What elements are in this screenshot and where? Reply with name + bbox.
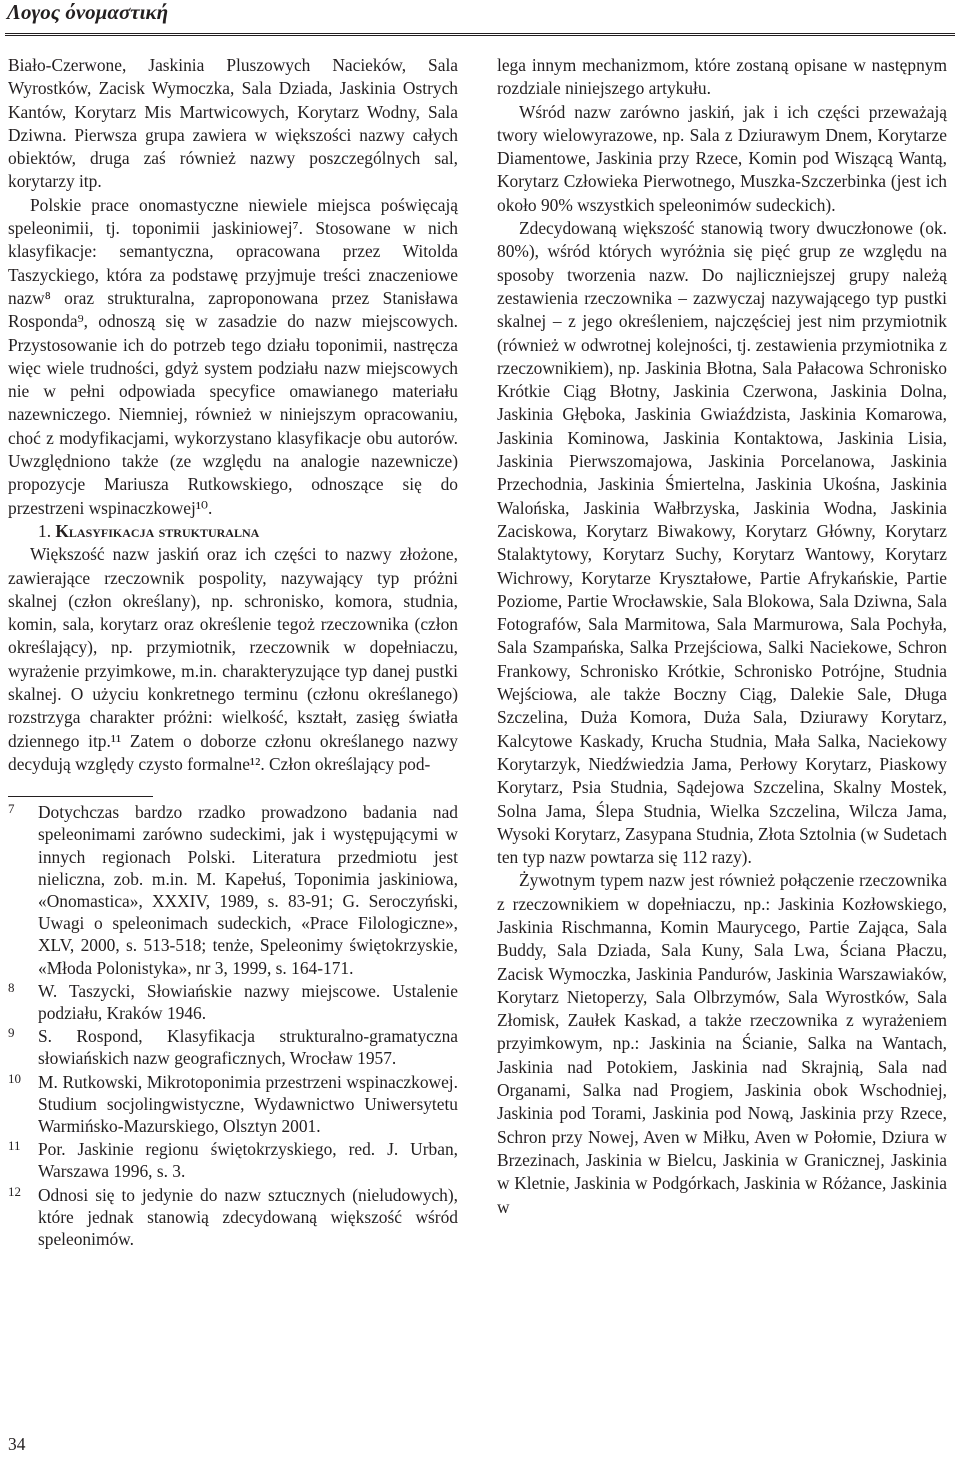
page-number: 34 [8,1434,26,1454]
paragraph: Zdecydowaną większość stanowią twory dwuczłonowe (ok. 80%), wśród których wyróżnia się pięć grup ze względu na sposoby tworzenia nazw. Do najliczniejszej grupy należą zestawienia rzeczownika – zazwyczaj nazywającego typ pustki skalnej – z jego określeniem, najczęściej jest nim przymiotnik (również w odwrotnej kolejności, tj. zestawienia przymiotnika z rzeczownikiem), np. Jaskinia Błotna, Sala Pałacowa Schronisko Krótkie Ciąg Błotny, Jaskinia Czerwona, Jaskinia Dolna, Jaskinia Głęboka, Jaskinia Gwiaździsta, Jaskinia Komarowa, Jaskinia Kominowa, Jaskinia Kontaktowa, Jaskinia Lisia, Jaskinia Pierwszomajowa, Jaskinia Porcelanowa, Jaskinia Przechodnia, Jaskinia Śmiertelna, Jaskinia Ukośna, Jaskinia Walońska, Jaskinia Wałbrzyska, Jaskinia Wodna, Jaskinia Zaciskowa, Korytarz Biwakowy, Korytarz Główny, Korytarz Stalaktytowy, Korytarz Suchy, Korytarz Wantowy, Korytarz Wichrowy, Korytarze Kryształowe, Partie Afrykańskie, Partie Poziome, Partie Wrocławskie, Sala Blokowa, Sala Dziwna, Sala Fotografów, Sala Marmitowa, Sala Marmurowa, Sala Pochyła, Sala Szampańska, Salka Przejściowa, Salki Naciekowe, Schron Frankowy, Schronisko Krótkie, Schronisko Potrójne, Studnia Wejściowa, ale także Boczny Ciąg, Dalekie Sale, Długa Szczelina, Duża Komora, Duża Sala, Dziurawy Korytarz, Kalcytowe Kaskady, Krucha Studnia, Mała Salka, Naciekowy Korytarzyk, Niedźwiedzia Jama, Perłowy Korytarz, Piaskowy Korytarz, Psia Studnia, Sądejowa Szczelina, Skalny Mostek, Solna Jama, Ślepa Studnia, Wielka Szczelina, Wilcza Jama, Wysoki Korytarz, Zasypana Studnia, Złota Sztolnia (w Sudetach ten typ nazw powtarza się 112 razy). [497,218,947,868]
footnote-number: 12 [8,1183,21,1199]
footnote [8,980,458,1024]
footnote [8,801,458,979]
right-column [497,54,947,1219]
paragraph: Większość nazw jaskiń oraz ich części to nazwy złożone, zawierające rzeczownik pospolity, nazywający typ próżni skalnej (człon określany), np. schronisko, komora, studnia, komin, sala, korytarz oraz określenie tegoż rzeczownika (człon określający), np. przymiotnik, rzeczownik w dopełniaczu, wyrażenie przyimkowe, m.in. charakteryzujące typ danej pustki skalnej. O użyciu konkretnego terminu (członu określanego) rozstrzyga charakter próżni: wielkość, kształt, zasięg światła dziennego itp.¹¹ Zatem o doborze członu określanego nazwy decydują względy czysto formalne¹². Człon określający pod- [8,544,458,774]
footnote-number: 11 [8,1138,21,1154]
paragraph: Polskie prace onomastyczne niewiele miejsca poświęcają speleonimii, tj. toponimii jaskiniowej⁷. Stosowane w nich klasyfikacje: semantyczna, opracowana przez Witolda Taszyckiego, która za podstawę przyjmuje treści znaczeniowe nazw⁸ oraz strukturalna, zaproponowana przez Stanisława Rospondа⁹, odnoszą się w zasadzie do nazw miejscowych. Przystosowanie ich do potrzeb tego działu toponimii, nastręcza więc wiele trudności, gdyż system podziału nazw miejscowych nie w pełni odpowiada specyfice omawianego materiału nazewniczego. Niemniej, również w niniejszym opracowaniu, choć z modyfikacjami, wykorzystano klasyfikacje obu autorów. Uwzględniono także (ze względu na analogie nazewnicze) propozycje Mariusza Rutkowskiego, odnoszące się do przestrzeni wspinaczkowej¹⁰. [8,194,458,518]
left-column [8,54,458,1251]
footnote-number: 7 [8,801,15,817]
footnote-number: 10 [8,1070,21,1086]
footnote-divider [8,796,153,797]
footnote-text: Odnosi się to jedynie do nazw sztucznych (nieludowych), które jednak stanowią zdecydowaną większość wśród speleonimów. [38,1184,458,1250]
paragraph: Żywotnym typem nazw jest również połączenie rzeczownika z rzeczownikiem w dopełniaczu, np.: Jaskinia Kozłowskiego, Jaskinia Rischmanna, Komin Maurycego, Partie Zająca, Sala Buddy, Sala Dziada, Sala Kuny, Sala Lwa, Ściana Płaczu, Zacisk Wymoczka, Jaskinia Pandurów, Jaskinia Warszawiaków, Korytarz Nietoperzy, Sala Olbrzymów, Sala Wyrostków, Sala Złomisk, Zaułek Kaskad, a także rzeczownika z wyrażeniem przyimkowym, np.: Jaskinia na Ścianie, Salka na Wantach, Jaskinia nad Potokiem, Jaskinia nad Skrajnią, Sala nad Organami, Salka nad Progiem, Jaskinia obok Wschodniej, Jaskinia pod Torami, Jaskinia pod Nową, Jaskinia przy Rzece, Schron przy Nowej, Aven w Miłku, Aven w Połomie, Dziura w Brzezinach, Jaskinia w Bielcu, Jaskinia w Granicznej, Jaskinia w Kletnie, Jaskinia w Podgórkach, Jaskinia w Różance, Jaskinia w [497,870,947,1217]
section-number: 1. [38,520,56,541]
footnote-text: S. Rospond, Klasyfikacja strukturalno-gramatyczna słowiańskich nazw geograficznych, Wrocław 1957. [38,1026,458,1069]
section-heading [8,520,458,543]
footnote [8,1071,458,1138]
footnote-number: 9 [8,1025,15,1041]
paragraph: Biało-Czerwone, Jaskinia Pluszowych Nacieków, Sala Wyrostków, Zacisk Wymoczka, Sala Dziada, Jaskinia Ostrych Kantów, Korytarz Mis Martwicowych, Korytarz Wodny, Sala Dziwna. Pierwsza grupa zawiera w większości nazwy całych obiektów, druga zaś również nazwy poszczególnych sal, korytarzy itp. [8,55,458,192]
paragraph: Wśród nazw zarówno jaskiń, jak i ich części przeważają twory wielowyrazowe, np. Sala z Dziurawym Dnem, Korytarze Diamentowe, Jaskinia przy Rzece, Komin pod Wiszącą Wantą, Korytarz Człowieka Pierwotnego, Muszka-Szczerbinka (jest ich około 90% wszystkich speleonimów sudeckich). [497,101,947,215]
paragraph: lega innym mechanizmom, które zostaną opisane w następnym rozdziale niniejszego artykułu. [497,55,947,99]
footnote [8,1184,458,1251]
footnote [8,1025,458,1069]
footnote-number: 8 [8,979,15,995]
section-title: Klasyfikacja strukturalna [55,520,260,541]
footnote [8,1138,458,1182]
footnote-text: Dotychczas bardzo rzadko prowadzono badania nad speleonimami zarówno sudeckimi, jak i występującymi w innych regionach Polski. Literatura przedmiotu jest nieliczna, zob. m.in. M. Kapełuś, Toponimia jaskiniowa, «Onomastica», XXXIV, 1989, s. 83-91; G. Seroczyński, Uwagi o speleonimach sudeckich, «Prace Filologiczne», XLV, 2000, s. 513-518; tenże, Speleonimy świętokrzyskie, «Młoda Polonistyka», nr 3, 1999, s. 164-171. [38,802,458,978]
footnote-text: Por. Jaskinie regionu świętokrzyskiego, red. J. Urban, Warszawa 1996, s. 3. [38,1139,458,1182]
running-header-title: Λογος όνομαστική [7,0,169,24]
footnote-text: M. Rutkowski, Mikrotoponimia przestrzeni wspinaczkowej. Studium socjolingwistyczne, Wydawnictwo Uniwersytetu Warmińsko-Mazurskiego, Olsztyn 2001. [38,1071,458,1137]
footnote-text: W. Taszycki, Słowiańskie nazwy miejscowe. Ustalenie podziału, Kraków 1946. [38,980,458,1024]
header-rule [5,33,955,36]
